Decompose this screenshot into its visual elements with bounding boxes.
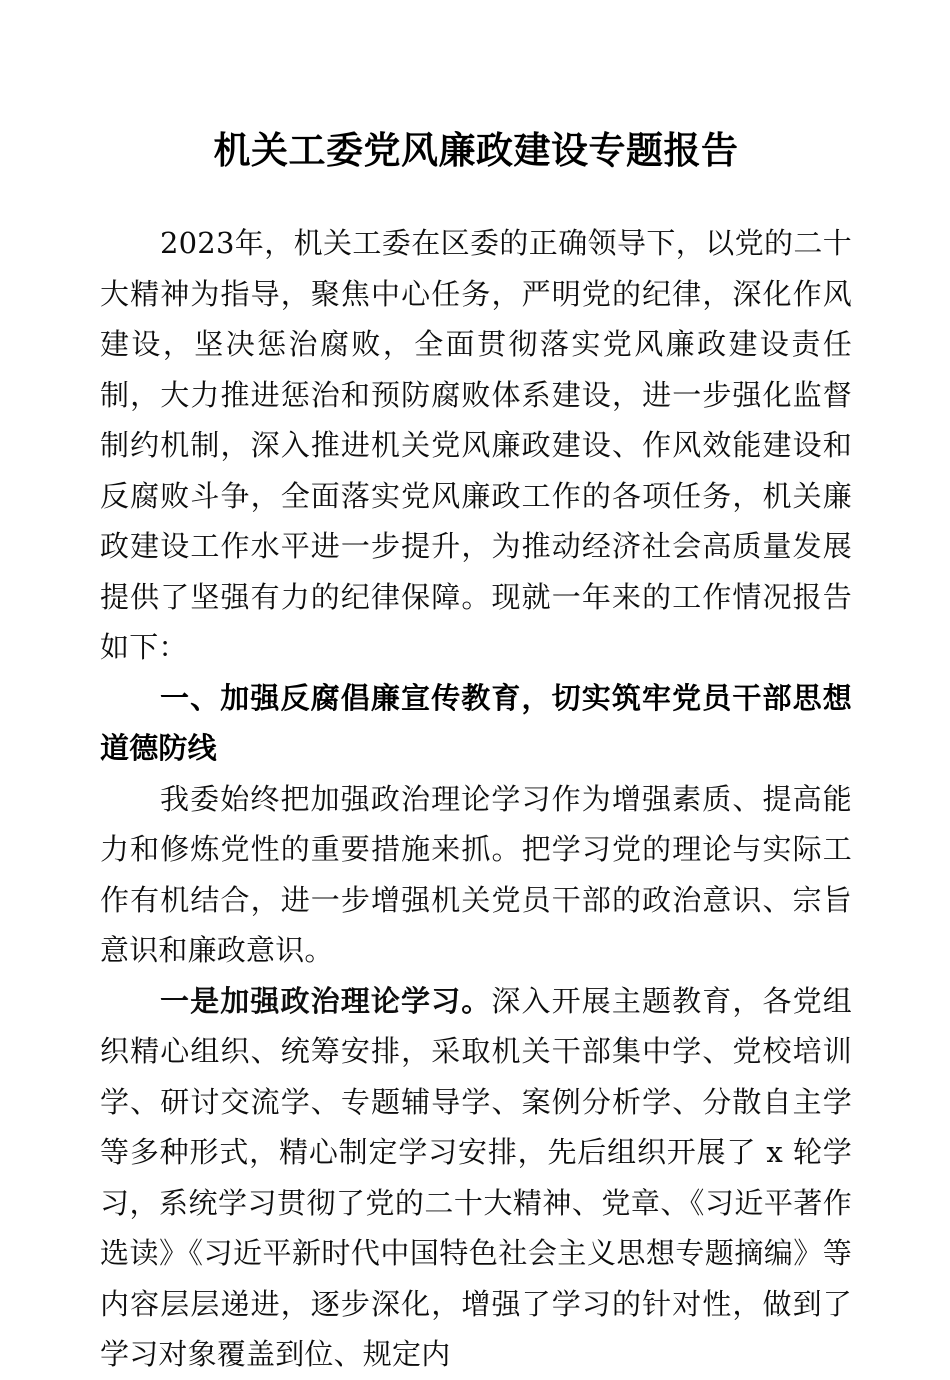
page-title: 机关工委党风廉政建设专题报告 bbox=[213, 128, 739, 172]
paragraph-point-one-text: 深入开展主题教育，各党组织精心组织、统筹安排，采取机关干部集中学、党校培训学、研讨交流学、专题辅导学、案例分析学、分散自主学等多种形式，精心制定学习安排，先后组织开展了 x 轮学习，系统学习贯彻了党的二十大精神、党章、《习近平著作选读》《习近平新时代中国特色社会主义思想专题摘编》等内容层层递进，逐步深化，增强了学习的针对性，做到了学习对象覆盖到位、规定内 bbox=[100, 983, 853, 1371]
paragraph-point-one-lead: 一是加强政治理论学习。 bbox=[160, 983, 492, 1018]
paragraph-point-one bbox=[100, 976, 852, 1380]
document-body bbox=[100, 218, 852, 1380]
paragraph-intro: 2023年，机关工委在区委的正确领导下，以党的二十大精神为指导，聚焦中心任务，严明党的纪律，深化作风建设，坚决惩治腐败，全面贯彻落实党风廉政建设责任制，大力推进惩治和预防腐败体系建设，进一步强化监督制约机制，深入推进机关党风廉政建设、作风效能建设和反腐败斗争，全面落实党风廉政工作的各项任务，机关廉政建设工作水平进一步提升，为推动经济社会高质量发展提供了坚强有力的纪律保障。现就一年来的工作情况报告如下： bbox=[100, 226, 852, 664]
section-heading-1: 一、加强反腐倡廉宣传教育，切实筑牢党员干部思想道德防线 bbox=[100, 680, 852, 765]
paragraph-political-theory-intro: 我委始终把加强政治理论学习作为增强素质、提高能力和修炼党性的重要措施来抓。把学习党的理论与实际工作有机结合，进一步增强机关党员干部的政治意识、宗旨意识和廉政意识。 bbox=[100, 781, 852, 967]
